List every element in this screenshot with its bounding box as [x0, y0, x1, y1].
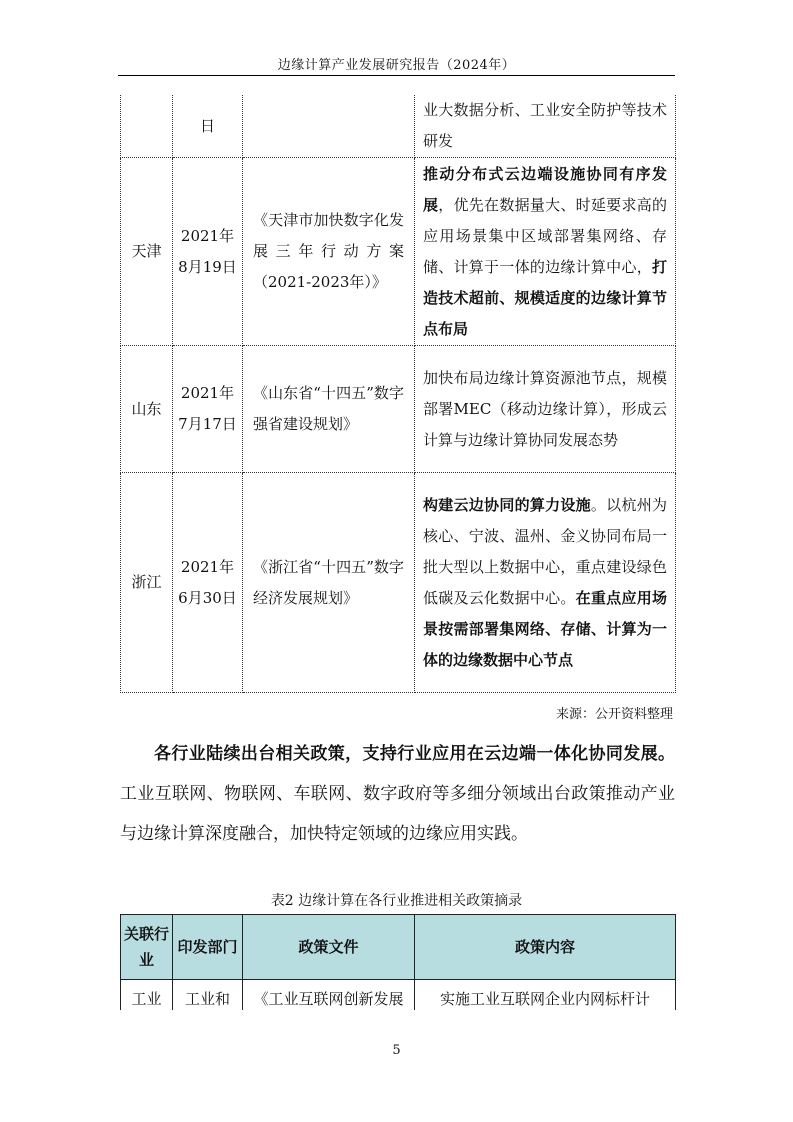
- region-cell: 山东: [121, 346, 173, 473]
- column-header: 印发部门: [173, 915, 243, 980]
- table-header-row: [121, 915, 676, 980]
- table-cell: 实施工业互联网企业内网标杆计: [415, 980, 676, 1011]
- table-row: [121, 95, 676, 158]
- content-cell: [415, 473, 676, 693]
- content-run: ，优先在数据量大、时延要求高的应用场景集中区域部署集网络、存储、计算于一体的边缘计算中心，: [423, 195, 667, 276]
- paragraph-body: 工业互联网、物联网、车联网、数字政府等多细分领域出台政策推动产业与边缘计算深度融合，加快特定领域的边缘应用实践。: [120, 784, 675, 844]
- table-row: [121, 980, 676, 1011]
- content-bold-run: 构建云边协同的算力设施: [423, 495, 591, 514]
- content-cell: [415, 95, 676, 158]
- page-number: 5: [392, 1043, 401, 1058]
- column-header: 政策文件: [243, 915, 415, 980]
- table-caption: 表2 边缘计算在各行业推进相关政策摘录: [270, 893, 523, 909]
- paragraph-bold-lead: 各行业陆续出台相关政策，支持行业应用在云边端一体化协同发展。: [154, 744, 675, 764]
- body-paragraph: [120, 734, 675, 854]
- column-header: 政策内容: [415, 915, 676, 980]
- policy-table-industries: [120, 914, 676, 1010]
- running-header: 边缘计算产业发展研究报告（2024年）: [277, 58, 516, 73]
- content-bold-run: 打造技术超前、规模适度的边缘计算节点布局: [423, 257, 667, 338]
- policy-cell: 《浙江省“十四五”数字经济发展规划》: [243, 473, 415, 693]
- policy-cell: 《山东省“十四五”数字强省建设规划》: [243, 346, 415, 473]
- content-run: 业大数据分析、工业安全防护等技术研发: [423, 101, 667, 150]
- table-cell: 工业: [121, 980, 173, 1011]
- policy-cell: 《天津市加快数字化发展三年行动方案（2021-2023年）》: [243, 158, 415, 346]
- table-row: [121, 158, 676, 346]
- region-cell: [121, 95, 173, 158]
- date-cell: 2021年7月17日: [173, 346, 243, 473]
- content-cell: [415, 346, 676, 473]
- table-cell: 《工业互联网创新发展: [243, 980, 415, 1011]
- table-row: [121, 473, 676, 693]
- table-source-note: 来源：公开资料整理: [555, 707, 673, 722]
- content-cell: [415, 158, 676, 346]
- date-cell: 2021年8月19日: [173, 158, 243, 346]
- policy-table-regions: [120, 95, 676, 693]
- table-row: [121, 346, 676, 473]
- region-cell: 天津: [121, 158, 173, 346]
- column-header: 关联行业: [121, 915, 173, 980]
- content-bold-run: 在重点应用场景按需部署集网络、存储、计算为一体的边缘数据中心节点: [423, 588, 667, 669]
- table-cell: 工业和: [173, 980, 243, 1011]
- content-run: 加快布局边缘计算资源池节点，规模部署MEC（移动边缘计算），形成云计算与边缘计算协同发展态势: [423, 368, 667, 449]
- region-cell: 浙江: [121, 473, 173, 693]
- date-cell: 日: [173, 95, 243, 158]
- policy-cell: [243, 95, 415, 158]
- content-run: 。以杭州为核心、宁波、温州、金义协同布局一批大型以上数据中心，重点建设绿色低碳及云化数据中心。: [423, 495, 667, 607]
- content-bold-run: 推动分布式云边端设施协同有序发展: [423, 164, 667, 214]
- header-rule: [118, 75, 675, 76]
- date-cell: 2021年6月30日: [173, 473, 243, 693]
